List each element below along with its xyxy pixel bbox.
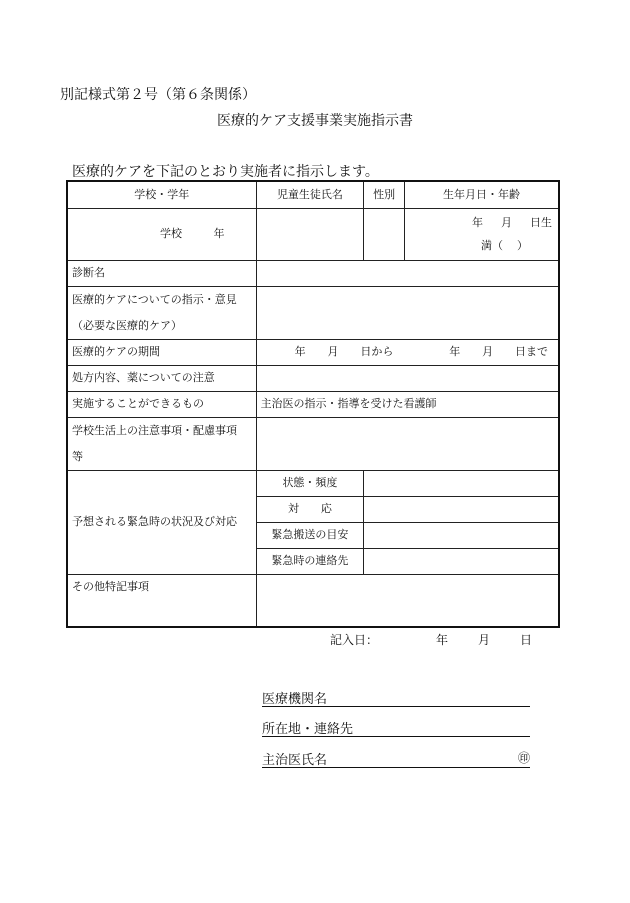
- diagnosis-label: 診断名: [67, 261, 256, 287]
- period-month-to: 月: [482, 345, 494, 359]
- instruction-field[interactable]: [256, 287, 559, 340]
- seal-mark: ㊞: [517, 751, 530, 765]
- dob-year: 年: [472, 215, 483, 229]
- intro-text: 医療的ケアを下記のとおり実施者に指示します。: [72, 164, 379, 180]
- period-day-to: 日まで: [515, 345, 548, 359]
- doctor-label: 主治医氏名: [262, 753, 328, 768]
- age-suffix: ）: [517, 238, 528, 252]
- period-month-from: 月: [327, 345, 339, 359]
- address-label: 所在地・連絡先: [262, 722, 354, 737]
- emergency-contact-label: 緊急時の連絡先: [256, 549, 364, 575]
- school-notes-field[interactable]: [256, 418, 559, 471]
- form-number-label: 別記様式第２号（第６条関係）: [60, 87, 256, 103]
- address-field[interactable]: [262, 718, 530, 737]
- school-grade-field[interactable]: [67, 209, 256, 261]
- entry-date-month: 月: [478, 633, 491, 647]
- period-year-from: 年: [294, 345, 306, 359]
- other-notes-field[interactable]: [256, 575, 559, 627]
- header-student-name: 児童生徒氏名: [256, 181, 364, 209]
- student-name-field[interactable]: [256, 209, 364, 261]
- dob-age-field[interactable]: [404, 209, 559, 261]
- institution-label: 医療機関名: [262, 692, 328, 707]
- header-gender: 性別: [364, 181, 405, 209]
- gender-field[interactable]: [364, 209, 405, 261]
- entry-date-label: 記入日：: [330, 633, 379, 647]
- school-notes-label-main: 学校生活上の注意事項・配慮事項: [72, 424, 237, 437]
- document-title: 医療的ケア支援事業実施指示書: [217, 113, 413, 129]
- emergency-contact-field[interactable]: [364, 549, 559, 575]
- prescription-label: 処方内容、薬についての注意: [67, 366, 256, 392]
- period-year-to: 年: [449, 345, 461, 359]
- entry-date: [330, 631, 532, 648]
- period-label: 医療的ケアの期間: [67, 340, 256, 366]
- doctor-field[interactable]: [262, 749, 530, 768]
- instruction-label-main: 医療的ケアについての指示・意見: [72, 293, 237, 306]
- institution-field[interactable]: [262, 688, 530, 707]
- diagnosis-field[interactable]: [256, 261, 559, 287]
- performer-value: 主治医の指示・指導を受けた看護師: [256, 392, 559, 418]
- other-notes-label: その他特記事項: [67, 575, 256, 627]
- instruction-form-table: [66, 180, 560, 628]
- emergency-response-label: 対 応: [256, 497, 364, 523]
- instruction-label: [67, 287, 256, 340]
- age-prefix: 満（: [481, 238, 503, 252]
- emergency-transport-label: 緊急搬送の目安: [256, 523, 364, 549]
- header-school-grade: 学校・学年: [67, 181, 256, 209]
- school-notes-label: [67, 418, 256, 471]
- period-day-from: 日から: [360, 345, 394, 359]
- dob-day: 日生: [530, 215, 552, 229]
- header-dob-age: 生年月日・年齢: [404, 181, 559, 209]
- dob-month: 月: [501, 215, 512, 229]
- emergency-transport-field[interactable]: [364, 523, 559, 549]
- grade-word: 年: [213, 227, 225, 241]
- entry-date-year: 年: [436, 633, 449, 647]
- performer-label: 実施することができるもの: [67, 392, 256, 418]
- instruction-label-sub: （必要な医療的ケア）: [72, 319, 182, 332]
- period-field[interactable]: [256, 340, 559, 366]
- emergency-response-field[interactable]: [364, 497, 559, 523]
- school-notes-label-cont: 等: [72, 450, 83, 463]
- prescription-field[interactable]: [256, 366, 559, 392]
- entry-date-day: 日: [520, 633, 533, 647]
- emergency-state-field[interactable]: [364, 471, 559, 497]
- emergency-label: 予想される緊急時の状況及び対応: [67, 471, 256, 575]
- school-word: 学校: [160, 227, 182, 241]
- emergency-state-label: 状態・頻度: [256, 471, 364, 497]
